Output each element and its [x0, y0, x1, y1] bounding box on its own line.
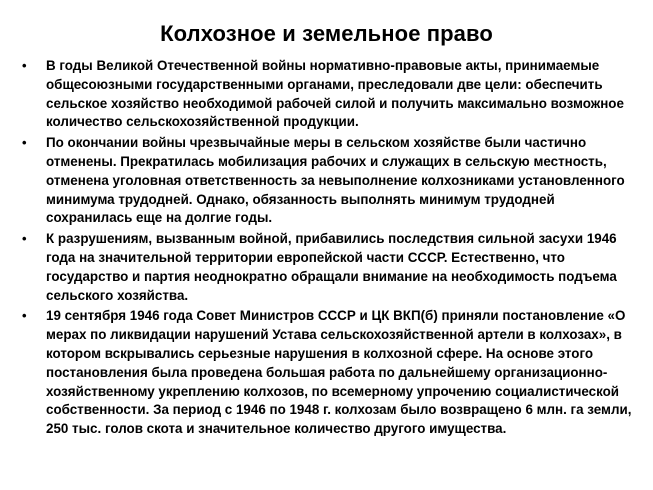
bullet-dot-icon: • [22, 58, 27, 73]
bullet-item [22, 134, 634, 228]
bullet-list [22, 57, 634, 441]
bullet-text: К разрушениям, вызванным войной, прибавились последствия сильной засухи 1946 года на значительной территории европейской части СССР. Естественно, что государство и партия неоднократно обращали внимание на необходимость подъема сельского хозяйства. [46, 231, 617, 303]
bullet-item [22, 307, 634, 439]
bullet-item [22, 230, 634, 305]
bullet-dot-icon: • [22, 135, 27, 151]
bullet-text: По окончании войны чрезвычайные меры в сельском хозяйстве были частично отменены. Прекратилась мобилизация рабочих и служащих в сельскую местность, отменена уголовная ответственность за невыполнение колхозниками установленного минимума трудодней. Однако, обязанность выполнять минимум трудодней сохранилась еще на долгие годы. [46, 135, 625, 226]
slide-title: Колхозное и земельное право [160, 21, 493, 46]
bullet-item [22, 57, 634, 132]
bullet-text: В годы Великой Отечественной войны нормативно-правовые акты, принимаемые общесоюзными государственными органами, преследовали две цели: обеспечить сельское хозяйство необходимой рабочей силой и получить максимально возможное количество сельскохозяйственной продукции. [46, 58, 624, 130]
bullet-dot-icon: • [22, 308, 27, 324]
bullet-text: 19 сентября 1946 года Совет Министров СССР и ЦК ВКП(б) приняли постановление «О мерах по ликвидации нарушений Устава сельскохозяйственной артели в колхозах», в котором вскрывались серьезные нарушения в колхозной сфере. На основе этого постановления была проведена большая работа по дальнейшему организационно-хозяйственному укреплению колхозов, по всемерному упрочению социалистической собственности. За период с 1946 по 1948 г. колхозам было возвращено 6 млн. га земли, 250 тыс. голов скота и значительное количество другого имущества. [46, 308, 632, 437]
bullet-dot-icon: • [22, 231, 27, 247]
